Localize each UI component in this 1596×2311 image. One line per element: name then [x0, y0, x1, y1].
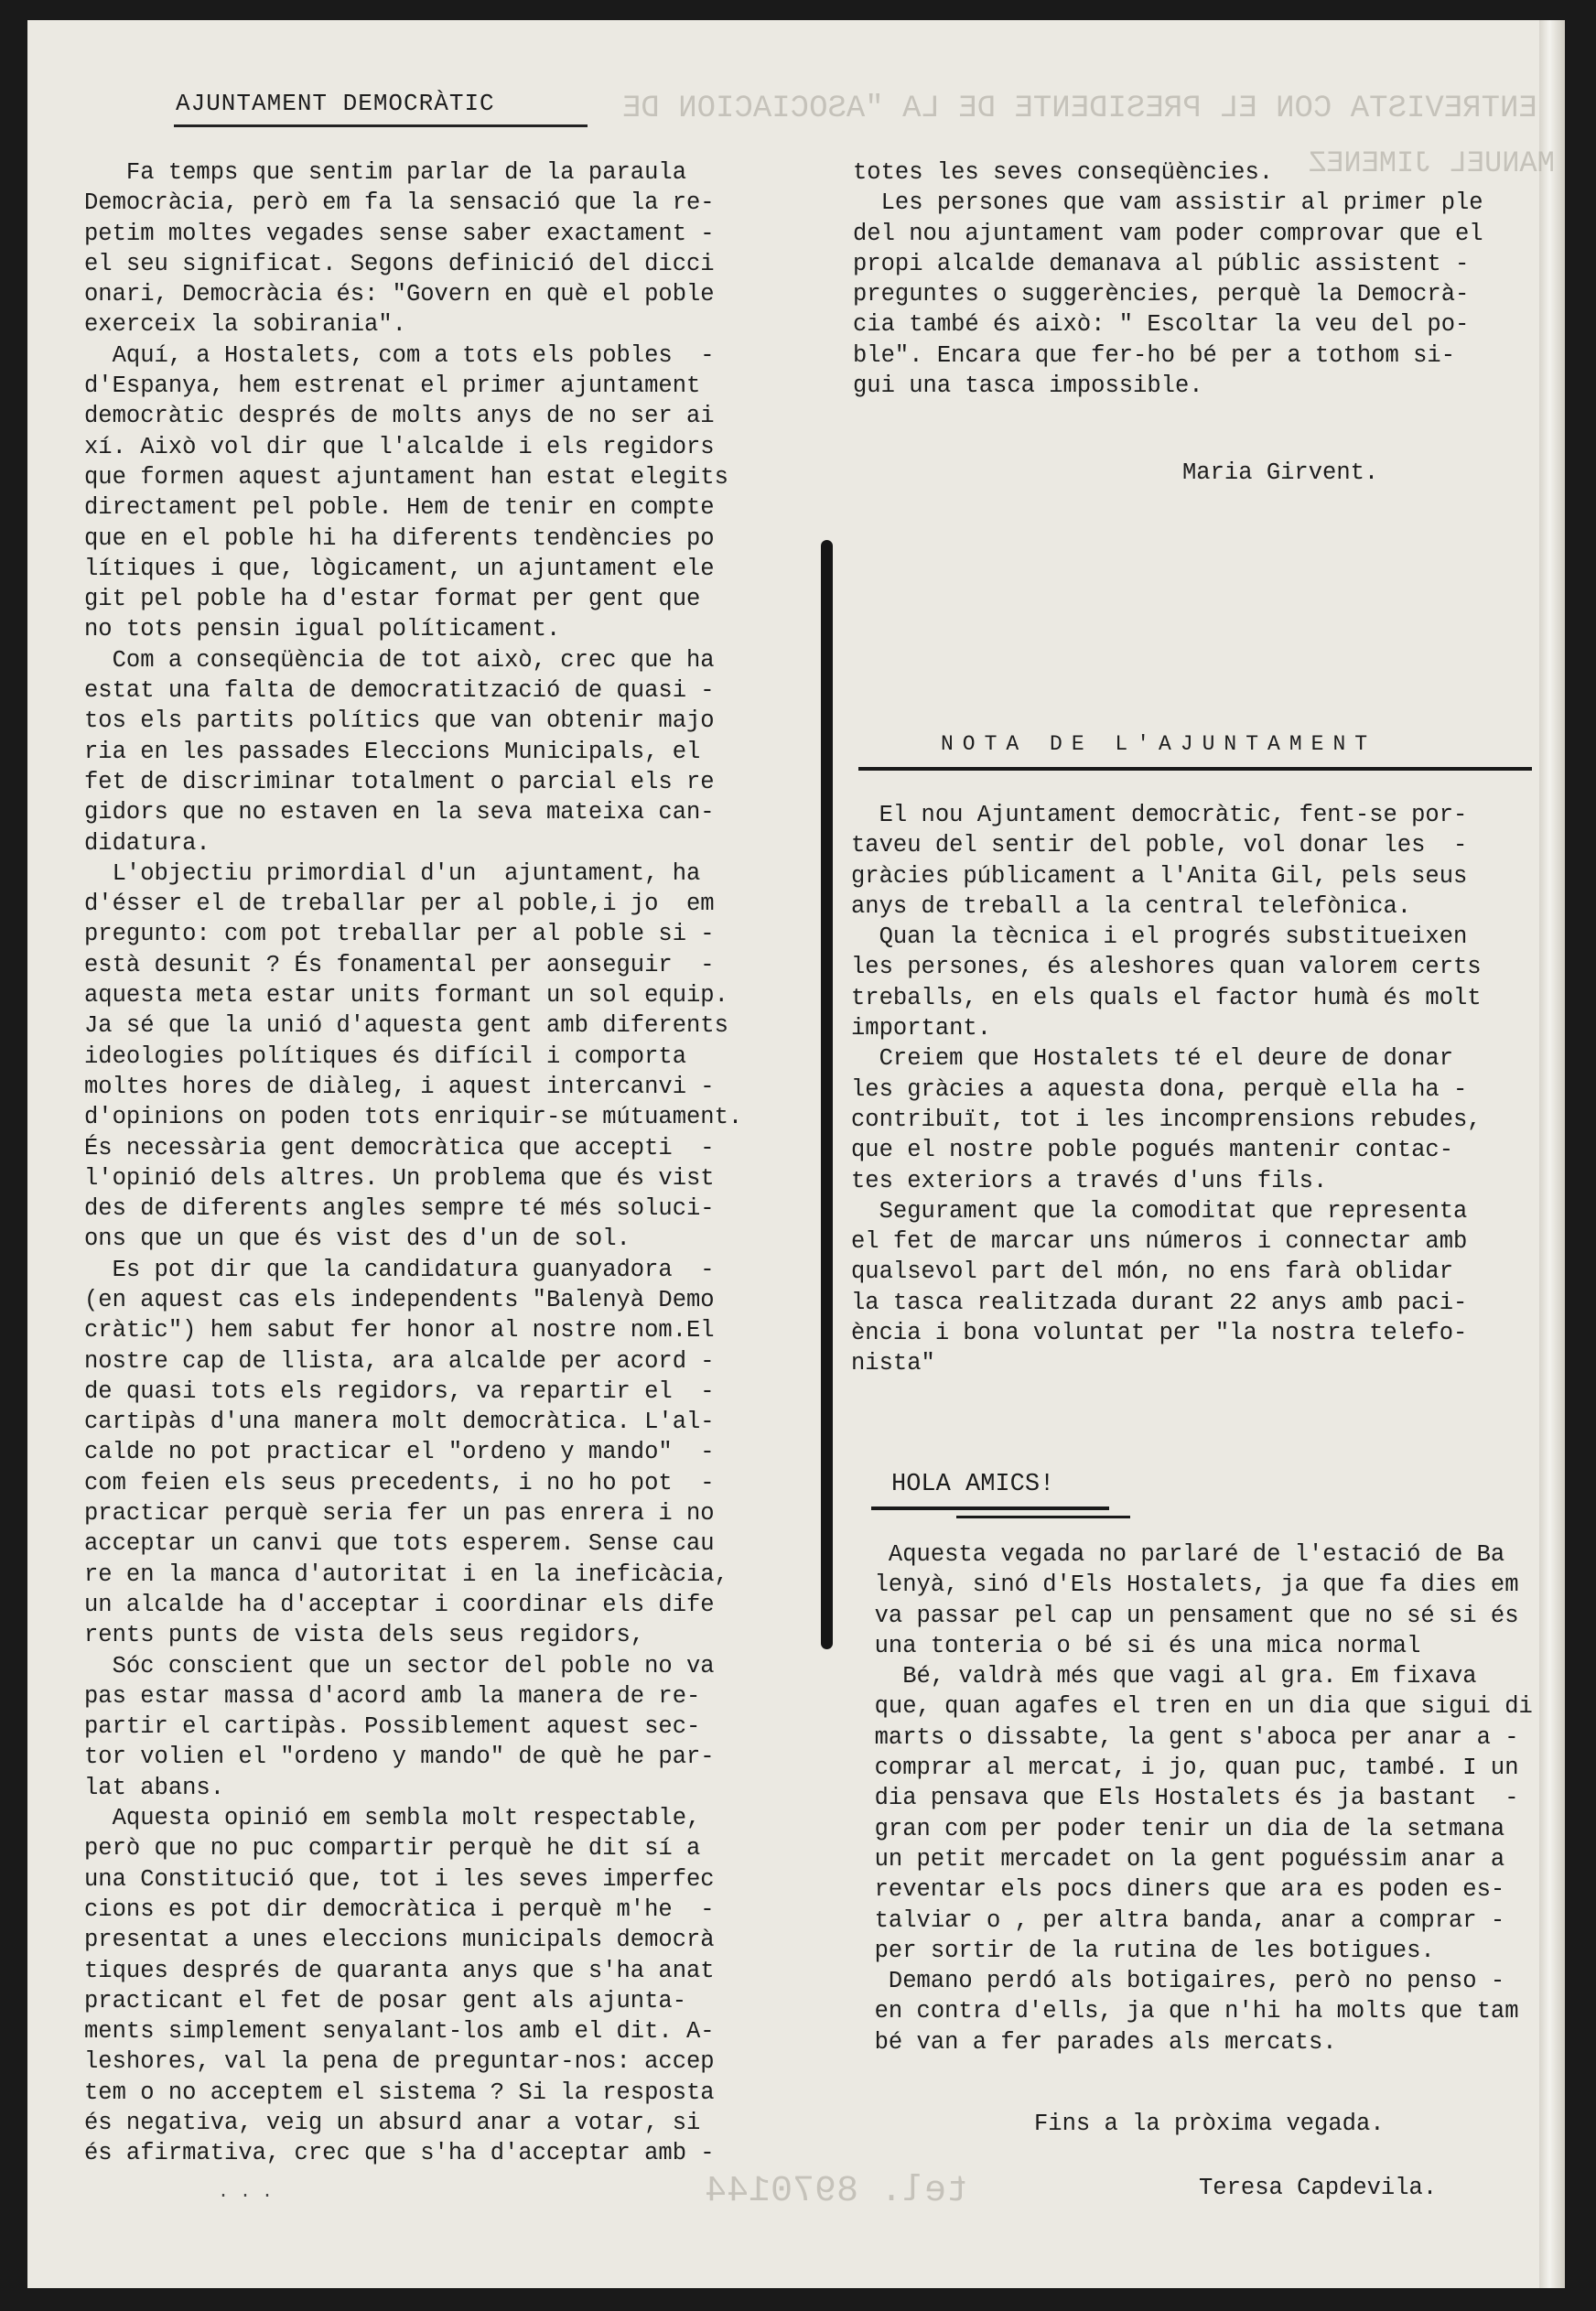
- text-line: en contra d'ells, ja que n'hi ha molts que tam: [847, 1998, 1519, 2025]
- closing-line: Fins a la pròxima vegada.: [1034, 2111, 1385, 2137]
- hola-text: [847, 1539, 1560, 2057]
- text-line: Quan la tècnica i el progrés substitueixen: [851, 923, 1468, 951]
- text-line: cartipàs d'una manera molt democràtica. L'al-: [84, 1409, 715, 1436]
- text-line: (en aquest cas els independents "Balenyà Demo: [84, 1286, 715, 1313]
- text-line: reventar els pocs diners que ara es poden es-: [847, 1876, 1505, 1904]
- text-line: tor volien el "ordeno y mando" de què he par-: [84, 1744, 715, 1771]
- text-line: talviar o , per altra banda, anar a comprar -: [847, 1906, 1505, 1934]
- text-line: marts o dissabte, la gent s'aboca per anar a -: [847, 1723, 1519, 1751]
- text-line: pregunto: com pot treballar per al poble si -: [84, 921, 715, 948]
- text-line: directament pel poble. Hem de tenir en compte: [84, 494, 715, 522]
- text-line: d'ésser el de treballar per al poble,i jo em: [84, 891, 715, 918]
- text-line: leshores, val la pena de preguntar-nos: accep: [84, 2048, 715, 2076]
- text-line: tiques després de quaranta anys que s'ha anat: [84, 1957, 715, 1984]
- text-line: gran com per poder tenir un dia de la setmana: [847, 1815, 1505, 1842]
- text-line: comprar al mercat, i jo, quan puc, també. I un: [847, 1755, 1519, 1782]
- text-line: Demano perdó als botigaires, però no penso -: [847, 1968, 1505, 1995]
- text-line: un alcalde ha d'acceptar i coordinar els dife: [84, 1591, 715, 1618]
- text-line: una tonteria o bé si és una mica normal: [847, 1632, 1421, 1659]
- text-line: una Constitució que, tot i les seves imperfec: [84, 1865, 715, 1893]
- text-line: fet de discriminar totalment o parcial els re: [84, 768, 715, 795]
- document-page: [27, 20, 1565, 2288]
- text-line: les persones, és aleshores quan valorem certs: [851, 954, 1482, 981]
- article-title: AJUNTAMENT DEMOCRÀTIC: [176, 90, 495, 117]
- text-line: Ja sé que la unió d'aquesta gent amb diferents: [84, 1012, 728, 1040]
- text-line: l'opinió dels altres. Un problema que és vist: [84, 1164, 715, 1192]
- text-line: qualsevol part del món, no ens farà oblidar: [851, 1258, 1454, 1286]
- text-line: nista": [851, 1350, 935, 1377]
- text-line: És necessària gent democràtica que accepti -: [84, 1134, 715, 1161]
- text-line: important.: [851, 1015, 992, 1042]
- text-line: Fa temps que sentim parlar de la paraula: [84, 159, 687, 186]
- text-line: calde no pot practicar el "ordeno y mando" -: [84, 1439, 715, 1466]
- text-line: gidors que no estaven en la seva mateixa can-: [84, 799, 715, 826]
- nota-underline: [858, 767, 1532, 771]
- text-line: no tots pensin igual políticament.: [84, 616, 561, 643]
- text-line: treballs, en els quals el factor humà és molt: [851, 984, 1482, 1011]
- signature-maria: Maria Girvent.: [1182, 459, 1379, 486]
- text-line: tem o no acceptem el sistema ? Si la resposta: [84, 2079, 715, 2106]
- text-line: petim moltes vegades sense saber exactament -: [84, 220, 715, 247]
- text-line: Bé, valdrà més que vagi al gra. Em fixava: [847, 1663, 1477, 1690]
- text-line: democràtic després de molts anys de no ser ai: [84, 403, 715, 430]
- text-line: Aquesta vegada no parlaré de l'estació de Ba: [847, 1541, 1505, 1568]
- text-line: el fet de marcar uns números i connectar amb: [851, 1228, 1468, 1256]
- text-line: taveu del sentir del poble, vol donar les -: [851, 832, 1468, 859]
- text-line: exerceix la sobirania".: [84, 311, 406, 339]
- text-line: totes les seves conseqüències.: [853, 159, 1274, 186]
- text-line: la tasca realitzada durant 22 anys amb paci-: [851, 1289, 1468, 1316]
- text-line: un petit mercadet on la gent poguéssim anar a: [847, 1845, 1505, 1873]
- text-line: lenyà, sinó d'Els Hostalets, ja que fa dies em: [847, 1571, 1519, 1599]
- text-line: contribuït, tot i les incomprensions rebudes,: [851, 1106, 1482, 1133]
- text-line: bé van a fer parades als mercats.: [847, 2028, 1337, 2056]
- text-line: està desunit ? És fonamental per aonseguir -: [84, 951, 715, 978]
- text-line: El nou Ajuntament democràtic, fent-se por-: [851, 802, 1468, 828]
- text-line: és afirmativa, crec que s'ha d'acceptar amb -: [84, 2140, 715, 2167]
- footer-dots: . . .: [218, 2182, 274, 2203]
- text-line: gràcies públicament a l'Anita Gil, pels seus: [851, 862, 1468, 890]
- text-line: Sóc conscient que un sector del poble no va: [84, 1652, 715, 1679]
- text-line: aquesta meta estar units formant un sol equip.: [84, 982, 728, 1010]
- text-line: cràtic") hem sabut fer honor al nostre nom.El: [84, 1317, 715, 1344]
- text-line: cia també és això: " Escoltar la veu del po-: [853, 311, 1470, 339]
- hola-title: HOLA AMICS!: [891, 1471, 1055, 1498]
- text-line: acceptar un canvi que tots esperem. Sense cau: [84, 1530, 715, 1558]
- text-line: del nou ajuntament vam poder comprovar que el: [853, 220, 1483, 247]
- text-line: anys de treball a la central telefònica.: [851, 892, 1412, 920]
- signature-teresa: Teresa Capdevila.: [1199, 2175, 1438, 2201]
- text-line: tos els partits polítics que van obtenir majo: [84, 707, 715, 735]
- text-line: estat una falta de democratització de quasi -: [84, 677, 715, 705]
- text-line: ria en les passades Eleccions Municipals, el: [84, 738, 701, 765]
- text-line: ble". Encara que fer-ho bé per a tothom si-: [853, 341, 1456, 369]
- text-line: d'opinions on poden tots enriquir-se mútuament.: [84, 1104, 743, 1131]
- nota-title: NOTA DE L'AJUNTAMENT: [941, 732, 1377, 756]
- text-line: cions es pot dir democràtica i perquè m'he -: [84, 1895, 715, 1923]
- text-line: rents punts de vista dels seus regidors,: [84, 1622, 645, 1649]
- text-line: didatura.: [84, 829, 210, 857]
- left-column-text: [84, 157, 844, 2169]
- text-line: les gràcies a aquesta dona, perquè ella ha -: [851, 1075, 1468, 1103]
- bleed-through-text: MANUEL JIMENEZ: [1309, 146, 1555, 180]
- text-line: per sortir de la rutina de les botigues.: [847, 1937, 1435, 1964]
- text-line: des de diferents angles sempre té més soluci-: [84, 1195, 715, 1223]
- text-line: pas estar massa d'acord amb la manera de re-: [84, 1682, 701, 1710]
- text-line: xí. Això vol dir que l'alcalde i els regidors: [84, 433, 715, 460]
- text-line: propi alcalde demanava al públic assistent -: [853, 250, 1470, 277]
- text-line: però que no puc compartir perquè he dit sí a: [84, 1835, 701, 1863]
- text-line: presentat a unes eleccions municipals democrà: [84, 1927, 715, 1954]
- text-line: practicant el fet de posar gent als ajunta-: [84, 1987, 687, 2014]
- text-line: gui una tasca impossible.: [853, 373, 1203, 400]
- text-line: partir el cartipàs. Possiblement aquest sec-: [84, 1713, 701, 1741]
- text-line: lat abans.: [84, 1774, 225, 1801]
- text-line: Aquesta opinió em sembla molt respectable,: [84, 1805, 701, 1832]
- text-line: ons que un que és vist des d'un de sol.: [84, 1226, 631, 1253]
- text-line: Democràcia, però em fa la sensació que la re-: [84, 189, 715, 217]
- title-underline: [174, 124, 588, 127]
- text-line: el seu significat. Segons definició del dicci: [84, 250, 715, 277]
- hola-underline: [871, 1506, 1109, 1510]
- text-line: que el nostre poble pogués mantenir contac-: [851, 1137, 1454, 1164]
- text-line: re en la manca d'autoritat i en la ineficàcia,: [84, 1560, 728, 1588]
- text-line: Segurament que la comoditat que representa: [851, 1197, 1468, 1225]
- text-line: moltes hores de diàleg, i aquest intercanvi -: [84, 1073, 715, 1100]
- text-line: ideologies polítiques és difícil i comporta: [84, 1042, 687, 1070]
- text-line: d'Espanya, hem estrenat el primer ajuntament: [84, 373, 701, 400]
- text-line: va passar pel cap un pensament que no sé si és: [847, 1602, 1519, 1629]
- text-line: Les persones que vam assistir al primer ple: [853, 189, 1483, 217]
- text-line: Aquí, a Hostalets, com a tots els pobles -: [84, 341, 715, 369]
- vertical-divider: [821, 540, 833, 1649]
- text-line: de quasi tots els regidors, va repartir el -: [84, 1377, 715, 1405]
- hola-underline-second: [956, 1516, 1130, 1518]
- text-line: git pel poble ha d'estar format per gent que: [84, 586, 701, 613]
- text-line: practicar perquè seria fer un pas enrera i no: [84, 1500, 715, 1528]
- text-line: preguntes o suggerències, perquè la Democrà-: [853, 281, 1470, 308]
- text-line: és negativa, veig un absurd anar a votar, si: [84, 2110, 701, 2136]
- text-line: tes exteriors a través d'uns fils.: [851, 1167, 1328, 1194]
- bleed-through-text: tel. 8970144: [705, 2171, 969, 2212]
- text-line: que en el poble hi ha diferents tendències po: [84, 524, 715, 552]
- text-line: Es pot dir que la candidatura guanyadora -: [84, 1256, 715, 1283]
- text-line: Com a conseqüència de tot això, crec que ha: [84, 646, 715, 674]
- text-line: que formen aquest ajuntament han estat elegits: [84, 463, 728, 491]
- text-line: L'objectiu primordial d'un ajuntament, ha: [84, 859, 701, 887]
- text-line: ència i bona voluntat per "la nostra telefo-: [851, 1320, 1468, 1347]
- text-line: com feien els seus precedents, i no ho pot -: [84, 1469, 715, 1496]
- bleed-through-text: ENTREVISTA CON EL PRESIDENTE DE LA "ASOCIACION DE: [622, 92, 1537, 126]
- text-line: onari, Democràcia és: "Govern en què el poble: [84, 281, 715, 308]
- text-line: que, quan agafes el tren en un dia que sigui di: [847, 1693, 1533, 1721]
- text-line: lítiques i que, lògicament, un ajuntament ele: [84, 555, 715, 582]
- text-line: dia pensava que Els Hostalets és ja bastant -: [847, 1785, 1519, 1812]
- text-line: nostre cap de llista, ara alcalde per acord -: [84, 1347, 715, 1375]
- text-line: ments simplement senyalant-los amb el dit. A-: [84, 2018, 715, 2046]
- right-column-text: [853, 157, 1548, 401]
- nota-text: [851, 800, 1547, 1379]
- text-line: Creiem que Hostalets té el deure de donar: [851, 1045, 1454, 1073]
